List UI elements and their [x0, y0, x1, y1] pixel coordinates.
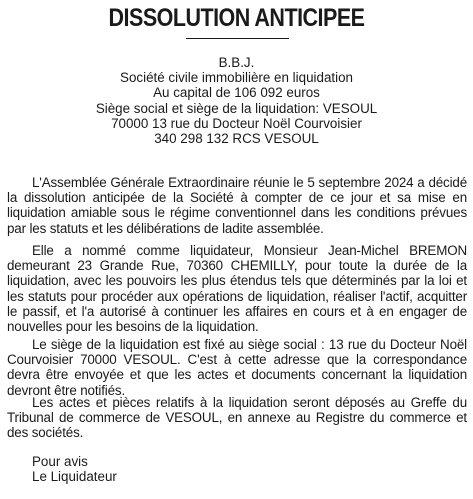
company-name: B.B.J. — [218, 55, 255, 70]
signature-line-notice: Pour avis — [32, 454, 88, 469]
signature-block — [32, 454, 117, 484]
company-address: 70000 13 rue du Docteur Noël Courvoisier — [111, 115, 362, 131]
paragraph-liquidator: Elle a nommé comme liquidateur, Monsieur Jean-Michel BREMON demeurant 23 Grande Rue, 70360 CHEMILLY, pour toute la durée de la liquidation, avec les pouvoirs les plus étendus tels que déterminés par la loi et les statuts pour procéder aux opérations de liquidation, réaliser l'actif, acquitter le passif, et l'a autorisé à continuer les affaires en cours et à en engager de nouvelles pour les besoins de la liquidation. — [7, 243, 467, 335]
signature-line-liquidator: Le Liquidateur — [32, 469, 117, 485]
company-capital: Au capital de 106 092 euros — [153, 85, 320, 101]
company-registration: 340 298 132 RCS VESOUL — [154, 131, 319, 147]
notice-title: DISSOLUTION ANTICIPEE — [108, 4, 365, 32]
paragraph-dissolution: L'Assemblée Générale Extraordinaire réunie le 5 septembre 2024 a décidé la dissolution anticipée de la Société à compter de ce jour et sa mise en liquidation amiable sous le régime conventionnel dans les conditions prévues par les statuts et les délibérations de ladite assemblée. — [7, 175, 467, 236]
paragraph-liquidation-seat: Le siège de la liquidation est fixé au siège social : 13 rue du Docteur Noël Courvoisier 70000 VESOUL. C'est à cette adresse que la correspondance devra être envoyée et que les actes et documents concernant la liquidation devront être notifiés. — [7, 337, 467, 398]
company-seat: Siège social et siège de la liquidation: VESOUL — [95, 100, 378, 116]
company-header — [0, 55, 473, 146]
company-form: Société civile immobilière en liquidation — [120, 70, 353, 86]
title-underline — [186, 38, 289, 39]
paragraph-filing: Les actes et pièces relatifs à la liquidation seront déposés au Greffe du Tribunal de commerce de VESOUL, en annexe au Registre du commerce et des sociétés. — [7, 395, 467, 441]
